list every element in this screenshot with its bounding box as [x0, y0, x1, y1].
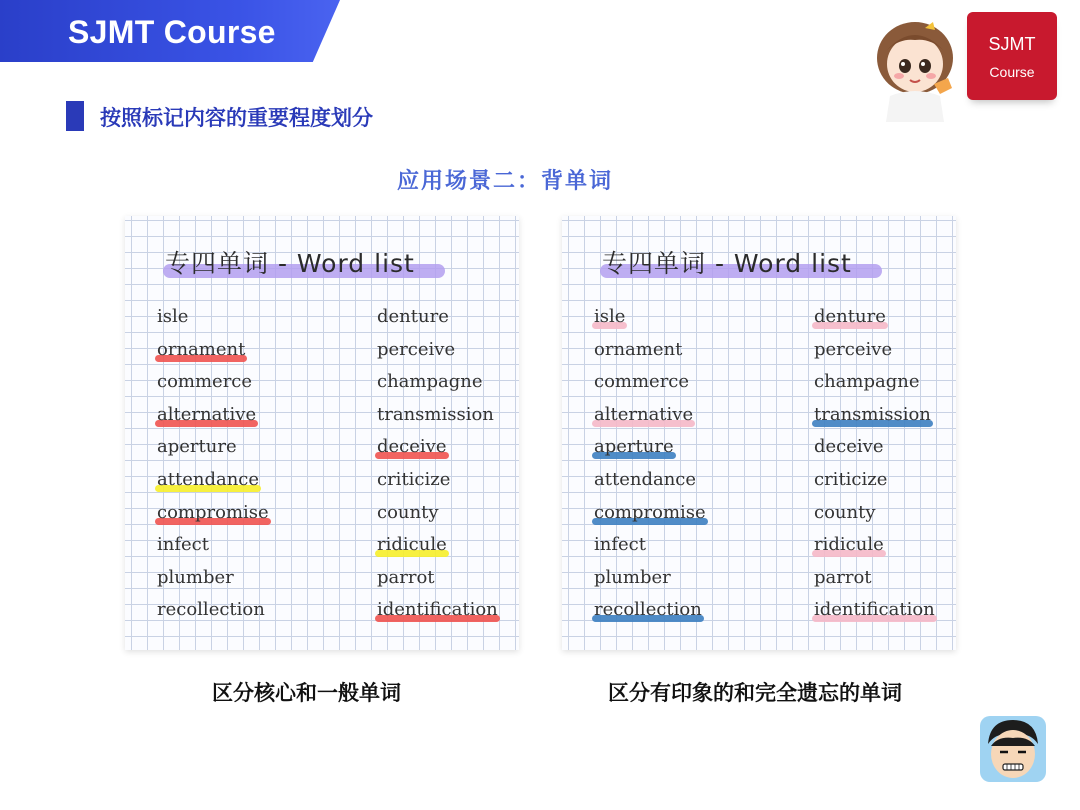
subtitle: 应用场景二：背单词 — [396, 169, 613, 194]
sjmt-logo — [967, 12, 1057, 100]
word-item: champagne — [814, 371, 920, 393]
word-item: deceive — [814, 436, 884, 458]
word-item: plumber — [594, 566, 671, 588]
word-item: ornament — [157, 338, 246, 360]
word-item: recollection — [157, 599, 265, 621]
cartoon-girl-icon — [870, 10, 960, 122]
word-item: ridicule — [814, 534, 884, 556]
cartoon-boy-icon — [978, 714, 1048, 784]
word-item: county — [377, 501, 439, 523]
word-item: alternative — [594, 403, 694, 425]
word-item: perceive — [814, 338, 893, 360]
word-item: compromise — [157, 501, 269, 523]
word-item: alternative — [157, 403, 257, 425]
word-item: deceive — [377, 436, 447, 458]
word-item: commerce — [594, 371, 690, 393]
word-item: isle — [594, 306, 626, 327]
word-list-card-right — [562, 216, 956, 650]
caption-left: 区分核心和一般单词 — [212, 681, 401, 705]
word-item: aperture — [594, 436, 674, 458]
word-item: isle — [157, 306, 189, 327]
word-item: infect — [157, 534, 209, 556]
header-title: SJMT Course — [68, 14, 276, 50]
word-item: recollection — [594, 599, 702, 621]
word-item: commerce — [157, 371, 253, 393]
word-item: ridicule — [377, 534, 447, 556]
word-item: compromise — [594, 501, 706, 523]
word-item: perceive — [377, 338, 456, 360]
word-item: identification — [377, 599, 498, 621]
word-item: parrot — [377, 566, 435, 588]
word-item: attendance — [157, 469, 260, 490]
word-item: champagne — [377, 371, 483, 393]
word-item: attendance — [594, 469, 697, 490]
logo-line2: Course — [989, 64, 1035, 80]
word-item: plumber — [157, 566, 234, 588]
word-item: parrot — [814, 566, 872, 588]
caption-right: 区分有印象的和完全遗忘的单词 — [608, 681, 902, 705]
section-title: 按照标记内容的重要程度划分 — [100, 106, 373, 130]
word-item: transmission — [814, 403, 931, 425]
word-item: ornament — [594, 338, 683, 360]
card-title: 专四单词 - Word list — [602, 249, 852, 278]
word-list-card-left — [125, 216, 519, 650]
word-item: county — [814, 501, 876, 523]
word-item: transmission — [377, 403, 494, 425]
word-item: infect — [594, 534, 646, 556]
section-marker — [66, 101, 84, 131]
word-item: denture — [377, 306, 449, 327]
word-item: identification — [814, 599, 935, 621]
card-title: 专四单词 - Word list — [165, 249, 415, 278]
logo-line1: SJMT — [988, 34, 1036, 54]
word-item: denture — [814, 306, 886, 327]
word-item: criticize — [814, 469, 888, 490]
word-item: aperture — [157, 436, 237, 458]
word-item: criticize — [377, 469, 451, 490]
